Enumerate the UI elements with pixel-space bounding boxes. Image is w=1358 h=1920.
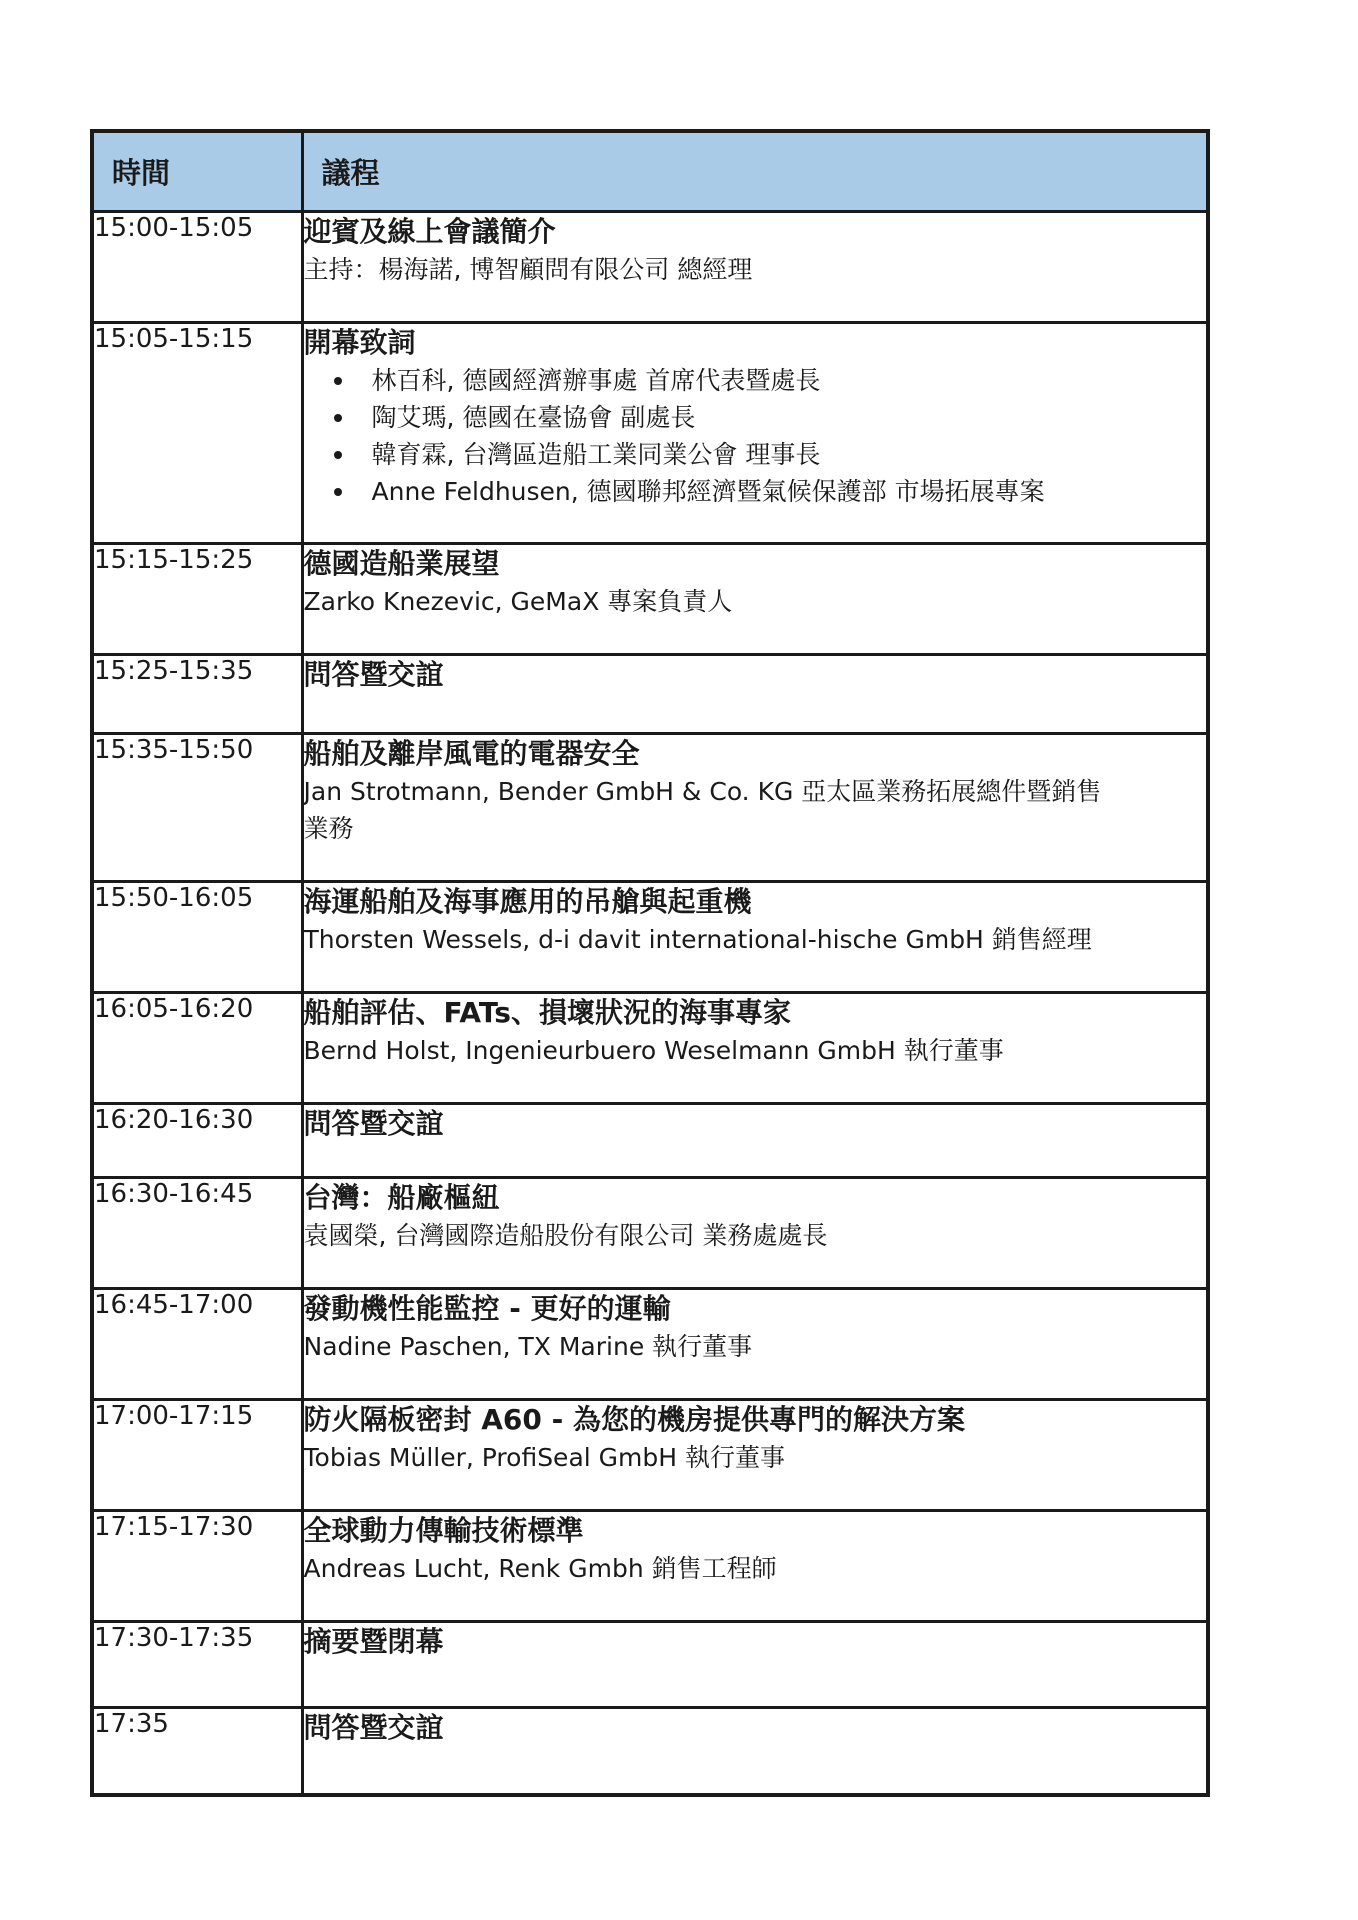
speaker-item: 韓育霖, 台灣區造船工業同業公會 理事長 [334, 436, 1207, 473]
agenda-row [92, 211, 1208, 322]
row-time: 17:35 [92, 1707, 302, 1795]
agenda-row [92, 1707, 1208, 1795]
row-time: 17:00-17:15 [92, 1399, 302, 1510]
row-title: 問答暨交誼 [303, 657, 444, 691]
row-title: 摘要暨閉幕 [303, 1624, 444, 1658]
row-time: 16:05-16:20 [92, 992, 302, 1103]
speaker-item: 陶艾瑪, 德國在臺協會 副處長 [334, 399, 1207, 436]
agenda-row [92, 1288, 1208, 1399]
row-topic [302, 1177, 1208, 1288]
row-speaker: Andreas Lucht, Renk Gmbh 銷售工程師 [303, 1553, 777, 1583]
row-topic [302, 881, 1208, 992]
row-topic [302, 992, 1208, 1103]
header-agenda: 議程 [302, 131, 1208, 211]
agenda-row [92, 1510, 1208, 1621]
row-time: 16:20-16:30 [92, 1103, 302, 1177]
agenda-row [92, 1399, 1208, 1510]
row-topic [302, 211, 1208, 322]
row-title: 台灣：船廠樞紐 [303, 1180, 500, 1214]
row-topic [302, 322, 1208, 543]
agenda-row [92, 881, 1208, 992]
row-topic [302, 1399, 1208, 1510]
agenda-row [92, 1621, 1208, 1707]
row-title: 德國造船業展望 [303, 546, 500, 580]
header-time: 時間 [92, 131, 302, 211]
row-speaker: Nadine Paschen, TX Marine 執行董事 [303, 1331, 753, 1361]
row-time: 16:30-16:45 [92, 1177, 302, 1288]
row-speaker: 主持：楊海諾, 博智顧問有限公司 總經理 [303, 254, 753, 284]
row-topic [302, 1621, 1208, 1707]
agenda-row [92, 654, 1208, 733]
row-time: 15:35-15:50 [92, 733, 302, 881]
row-topic [302, 543, 1208, 654]
row-time: 15:25-15:35 [92, 654, 302, 733]
row-time: 15:05-15:15 [92, 322, 302, 543]
row-title: 船舶及離岸風電的電器安全 [303, 736, 640, 770]
row-topic [302, 1288, 1208, 1399]
agenda-table [90, 129, 1210, 1797]
row-title: 全球動力傳輸技術標準 [303, 1513, 584, 1547]
row-title: 開幕致詞 [303, 325, 416, 359]
row-speaker: Tobias Müller, ProfiSeal GmbH 執行董事 [303, 1442, 785, 1472]
row-title: 問答暨交誼 [303, 1710, 444, 1744]
agenda-row [92, 733, 1208, 881]
row-time: 15:50-16:05 [92, 881, 302, 992]
row-time: 15:00-15:05 [92, 211, 302, 322]
header-row [92, 131, 1208, 211]
row-title: 問答暨交誼 [303, 1106, 444, 1140]
row-speaker-cont: 業務 [303, 813, 354, 843]
agenda-row [92, 992, 1208, 1103]
row-speaker: Bernd Holst, Ingenieurbuero Weselmann GmbH 執行董事 [303, 1035, 1004, 1065]
agenda-row [92, 543, 1208, 654]
speaker-item: Anne Feldhusen, 德國聯邦經濟暨氣候保護部 市場拓展專案 [334, 473, 1207, 510]
speaker-item: 林百科, 德國經濟辦事處 首席代表暨處長 [334, 362, 1207, 399]
agenda-row [92, 1177, 1208, 1288]
row-time: 17:30-17:35 [92, 1621, 302, 1707]
row-time: 15:15-15:25 [92, 543, 302, 654]
row-title: 防火隔板密封 A60 - 為您的機房提供專門的解決方案 [303, 1402, 966, 1436]
row-topic [302, 733, 1208, 881]
row-topic [302, 1707, 1208, 1795]
row-title: 迎賓及線上會議簡介 [303, 214, 556, 248]
agenda-row [92, 1103, 1208, 1177]
row-time: 17:15-17:30 [92, 1510, 302, 1621]
row-speaker: 袁國榮, 台灣國際造船股份有限公司 業務處處長 [303, 1220, 828, 1250]
row-topic [302, 1103, 1208, 1177]
row-title: 發動機性能監控 - 更好的運輸 [303, 1291, 671, 1325]
agenda-row [92, 322, 1208, 543]
row-time: 16:45-17:00 [92, 1288, 302, 1399]
row-speaker: Thorsten Wessels, d-i davit international-hische GmbH 銷售經理 [303, 924, 1092, 954]
row-title: 海運船舶及海事應用的吊艙與起重機 [303, 884, 752, 918]
row-speaker: Zarko Knezevic, GeMaX 專案負責人 [303, 586, 733, 616]
row-speaker: Jan Strotmann, Bender GmbH & Co. KG 亞太區業務拓展總件暨銷售 [303, 776, 1102, 806]
row-topic [302, 654, 1208, 733]
row-topic [302, 1510, 1208, 1621]
row-title: 船舶評估、FATs、損壞狀況的海事專家 [303, 995, 791, 1029]
speaker-list [304, 362, 1207, 510]
